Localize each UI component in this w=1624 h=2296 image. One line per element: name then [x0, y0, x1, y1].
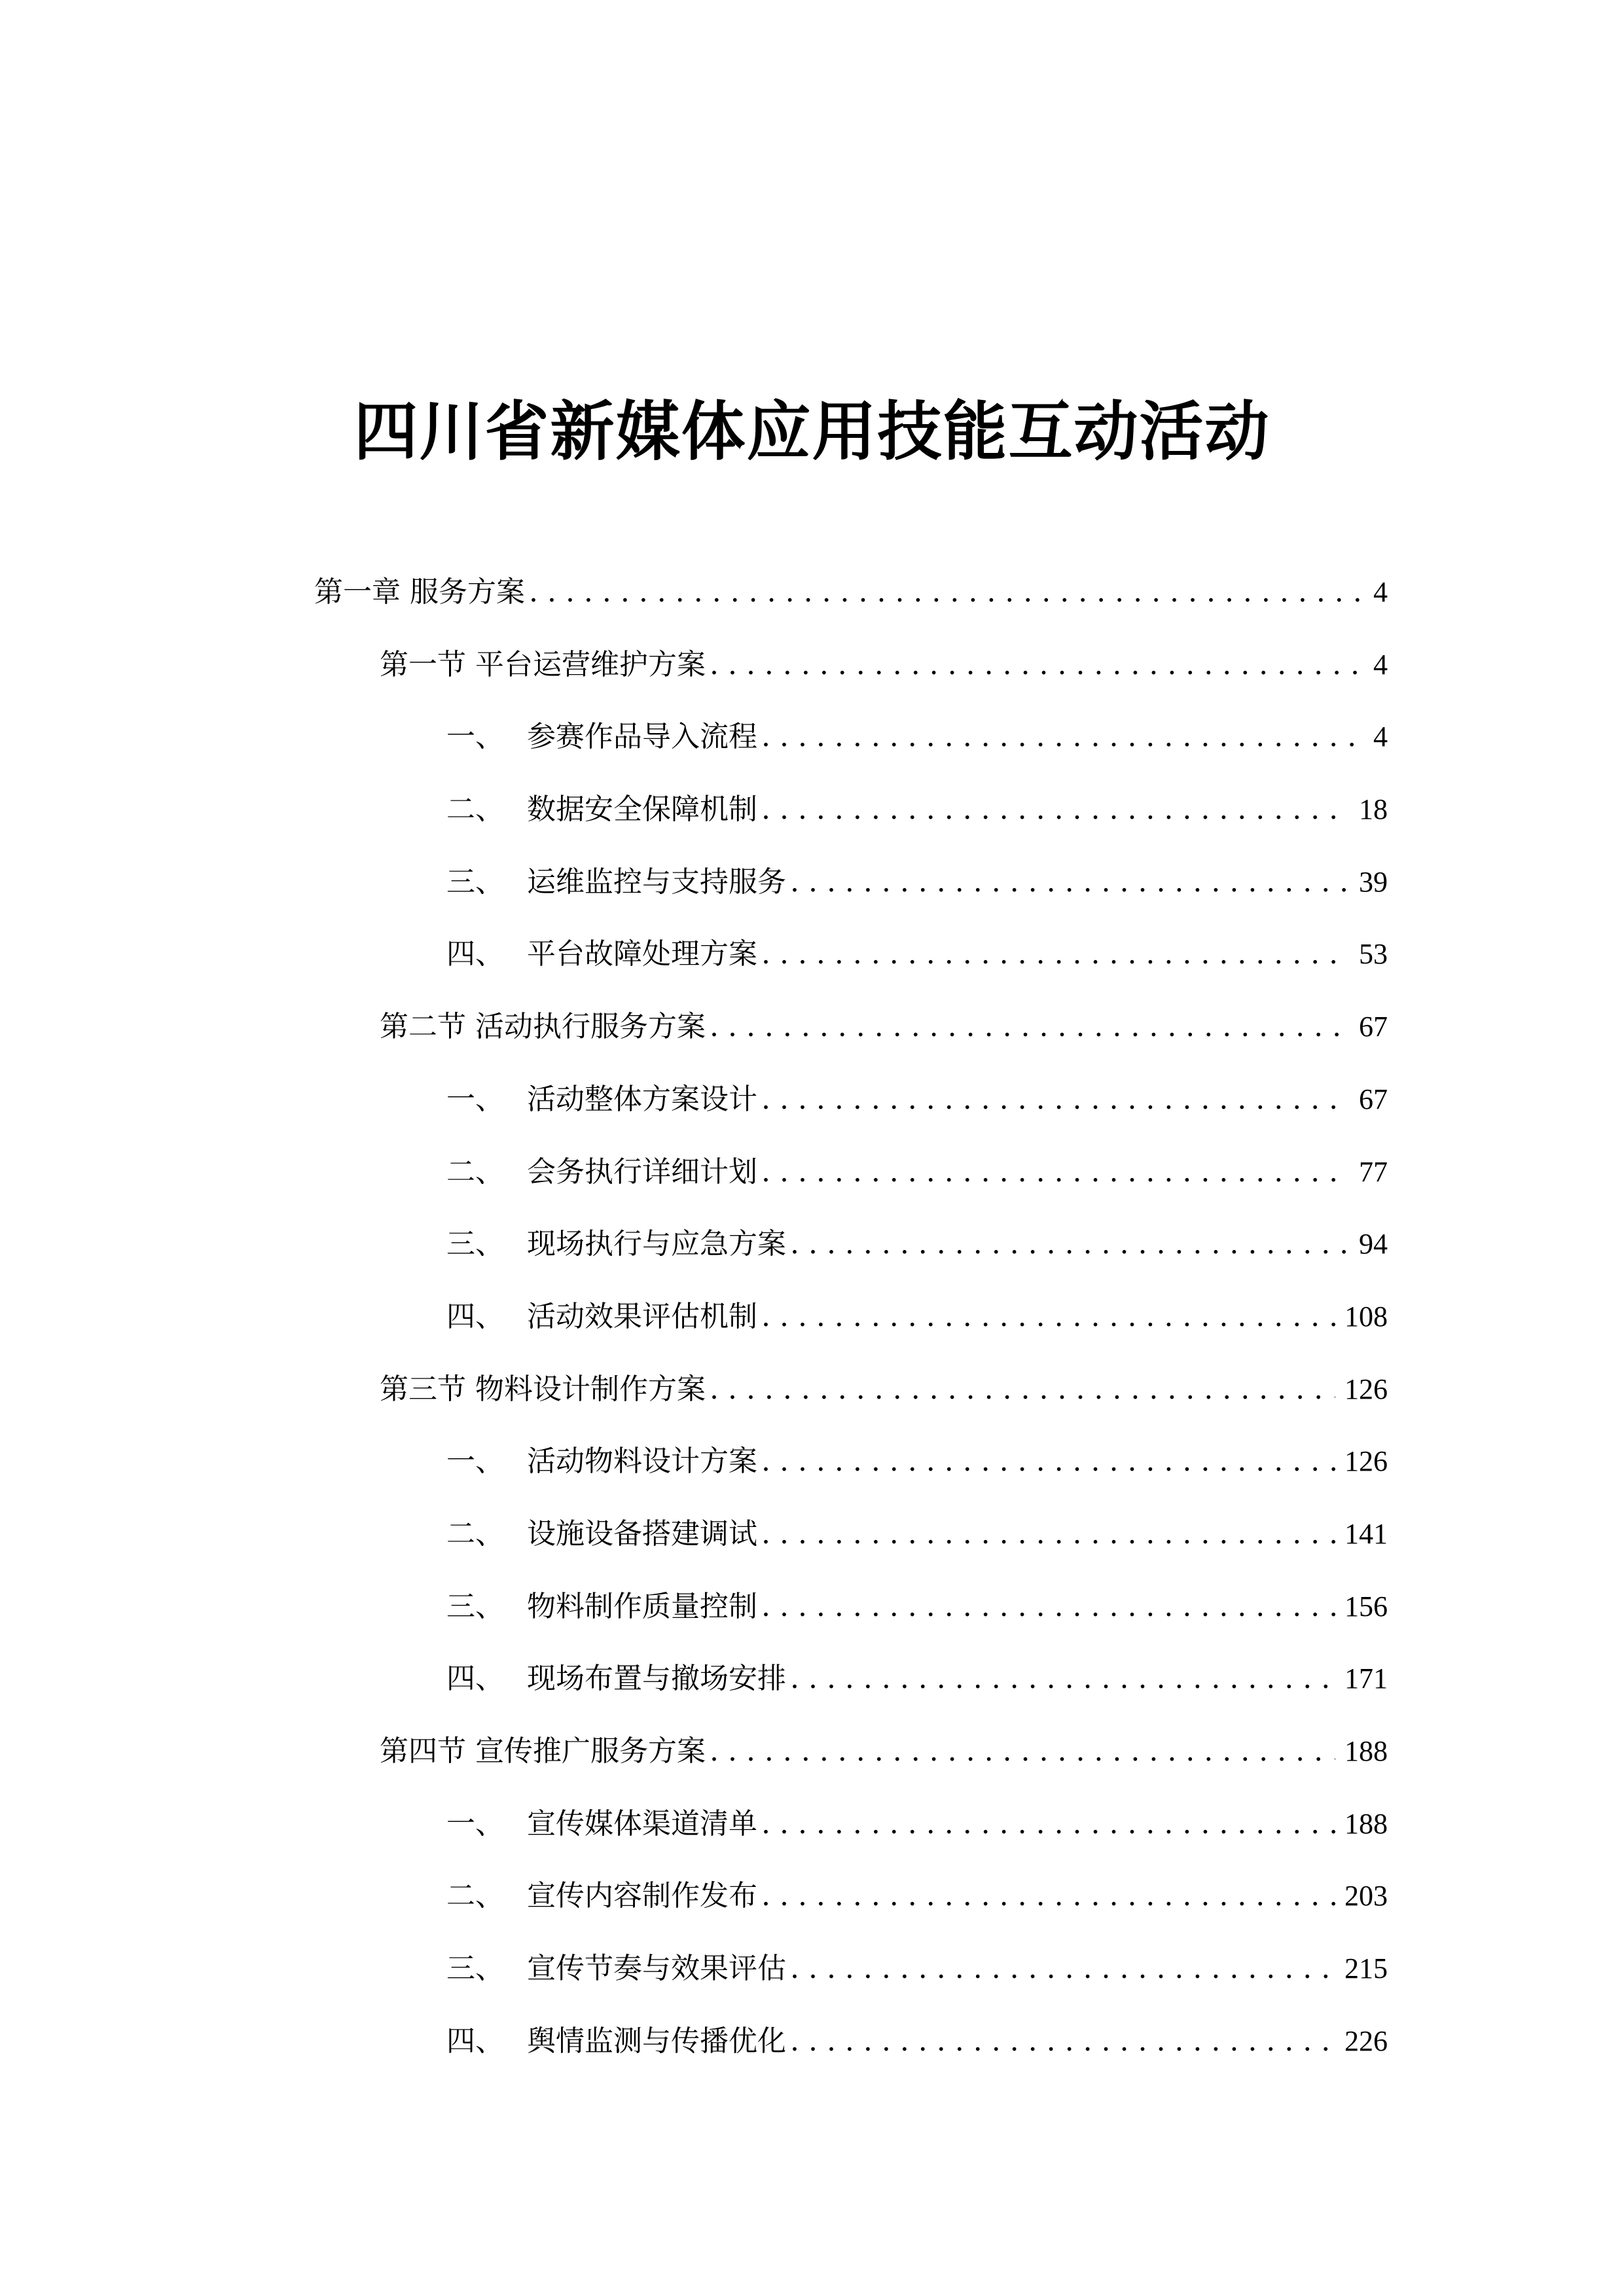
toc-entry-number: 一、 [446, 1444, 504, 1479]
toc-entry-page: 18 [1359, 793, 1388, 826]
toc-entry-page: 203 [1344, 1880, 1388, 1912]
toc-entry-number: 三、 [446, 1589, 504, 1623]
toc-entry-page: 108 [1344, 1300, 1388, 1333]
toc-entry-page: 53 [1359, 938, 1388, 971]
toc-entry-page: 67 [1359, 1011, 1388, 1043]
toc-entry-page: 77 [1359, 1155, 1388, 1188]
toc-entry-page: 94 [1359, 1228, 1388, 1261]
document-title: 四川省新媒体应用技能互动活动 [353, 394, 1271, 469]
dot-leader [761, 1439, 1335, 1484]
toc-entry-page: 226 [1344, 2024, 1388, 2057]
dot-leader [761, 714, 1364, 760]
toc-entry-number: 一、 [446, 1082, 504, 1116]
toc-entry-page: 4 [1373, 648, 1388, 681]
toc-entry[interactable] [314, 1656, 1388, 1729]
toc-entry-label: 活动整体方案设计 [527, 1082, 757, 1116]
toc-entry[interactable] [314, 569, 1388, 642]
toc-entry[interactable] [314, 1511, 1388, 1584]
toc-entry[interactable] [314, 1294, 1388, 1367]
toc-entry-label: 宣传内容制作发布 [527, 1879, 757, 1913]
dot-leader [529, 569, 1364, 615]
toc-entry-number: 二、 [446, 1155, 504, 1189]
toc-entry-page: 4 [1373, 576, 1388, 608]
toc-entry[interactable] [314, 931, 1388, 1004]
dot-leader [790, 2018, 1335, 2064]
dot-leader [790, 859, 1350, 905]
toc-entry[interactable] [314, 1077, 1388, 1149]
table-of-contents [314, 569, 1388, 2090]
toc-entry[interactable] [314, 714, 1388, 787]
toc-entry-page: 156 [1344, 1590, 1388, 1623]
toc-entry-page: 126 [1344, 1445, 1388, 1478]
toc-entry[interactable] [314, 1801, 1388, 1874]
toc-entry-label: 物料制作质量控制 [527, 1589, 757, 1623]
toc-entry-page: 141 [1344, 1517, 1388, 1550]
dot-leader [761, 1294, 1335, 1340]
toc-entry[interactable] [314, 1149, 1388, 1222]
dot-leader [790, 1221, 1350, 1267]
toc-entry-label: 舆情监测与传播优化 [527, 2024, 786, 2058]
dot-leader [710, 1729, 1335, 1774]
toc-entry-number: 四、 [446, 937, 504, 971]
dot-leader [761, 1873, 1335, 1919]
toc-entry-page: 39 [1359, 865, 1388, 898]
toc-entry-label: 参赛作品导入流程 [527, 720, 757, 754]
toc-entry-number: 一、 [446, 1806, 504, 1840]
toc-entry-label: 数据安全保障机制 [527, 793, 757, 827]
dot-leader [710, 642, 1364, 688]
dot-leader [761, 1077, 1350, 1122]
toc-entry-number: 四、 [446, 1662, 504, 1696]
toc-entry-number: 三、 [446, 865, 504, 899]
toc-entry-number: 二、 [446, 1516, 504, 1551]
toc-entry-label: 第一节 平台运营维护方案 [380, 647, 706, 681]
toc-entry-page: 188 [1344, 1735, 1388, 1767]
toc-entry-page: 126 [1344, 1372, 1388, 1405]
dot-leader [710, 1367, 1335, 1412]
toc-entry-label: 第三节 物料设计制作方案 [380, 1372, 706, 1406]
toc-entry-number: 四、 [446, 2024, 504, 2058]
toc-entry-number: 二、 [446, 793, 504, 827]
dot-leader [790, 1946, 1335, 1992]
toc-entry-page: 171 [1344, 1662, 1388, 1695]
toc-entry-label: 宣传媒体渠道清单 [527, 1806, 757, 1840]
toc-entry-number: 三、 [446, 1952, 504, 1986]
toc-entry-label: 平台故障处理方案 [527, 937, 757, 971]
toc-entry[interactable] [314, 1004, 1388, 1077]
dot-leader [710, 1004, 1350, 1050]
toc-entry-label: 运维监控与支持服务 [527, 865, 786, 899]
toc-entry[interactable] [314, 787, 1388, 859]
toc-entry-label: 会务执行详细计划 [527, 1155, 757, 1189]
toc-entry-number: 四、 [446, 1299, 504, 1333]
dot-leader [761, 1584, 1335, 1630]
toc-entry-number: 三、 [446, 1227, 504, 1261]
toc-entry[interactable] [314, 859, 1388, 932]
toc-entry-label: 设施设备搭建调试 [527, 1516, 757, 1551]
toc-entry[interactable] [314, 1584, 1388, 1657]
toc-entry[interactable] [314, 1873, 1388, 1946]
toc-entry-page: 4 [1373, 721, 1388, 753]
dot-leader [761, 1801, 1335, 1847]
toc-entry[interactable] [314, 2018, 1388, 2091]
toc-entry-label: 第一章 服务方案 [314, 575, 525, 609]
dot-leader [761, 1511, 1335, 1557]
toc-entry-page: 67 [1359, 1083, 1388, 1115]
toc-entry[interactable] [314, 642, 1388, 715]
toc-entry-label: 活动效果评估机制 [527, 1299, 757, 1333]
toc-entry[interactable] [314, 1729, 1388, 1801]
toc-entry-label: 现场布置与撤场安排 [527, 1662, 786, 1696]
dot-leader [761, 1149, 1350, 1195]
toc-entry-number: 一、 [446, 720, 504, 754]
dot-leader [761, 931, 1350, 977]
dot-leader [790, 1656, 1335, 1702]
toc-entry[interactable] [314, 1367, 1388, 1439]
toc-entry[interactable] [314, 1946, 1388, 2018]
toc-entry-page: 188 [1344, 1807, 1388, 1840]
toc-entry-label: 活动物料设计方案 [527, 1444, 757, 1479]
toc-entry-label: 第四节 宣传推广服务方案 [380, 1734, 706, 1768]
dot-leader [761, 787, 1350, 833]
toc-entry-label: 现场执行与应急方案 [527, 1227, 786, 1261]
toc-entry[interactable] [314, 1439, 1388, 1511]
toc-entry-number: 二、 [446, 1879, 504, 1913]
toc-entry[interactable] [314, 1221, 1388, 1294]
toc-entry-page: 215 [1344, 1952, 1388, 1985]
toc-entry-label: 宣传节奏与效果评估 [527, 1952, 786, 1986]
toc-entry-label: 第二节 活动执行服务方案 [380, 1010, 706, 1044]
